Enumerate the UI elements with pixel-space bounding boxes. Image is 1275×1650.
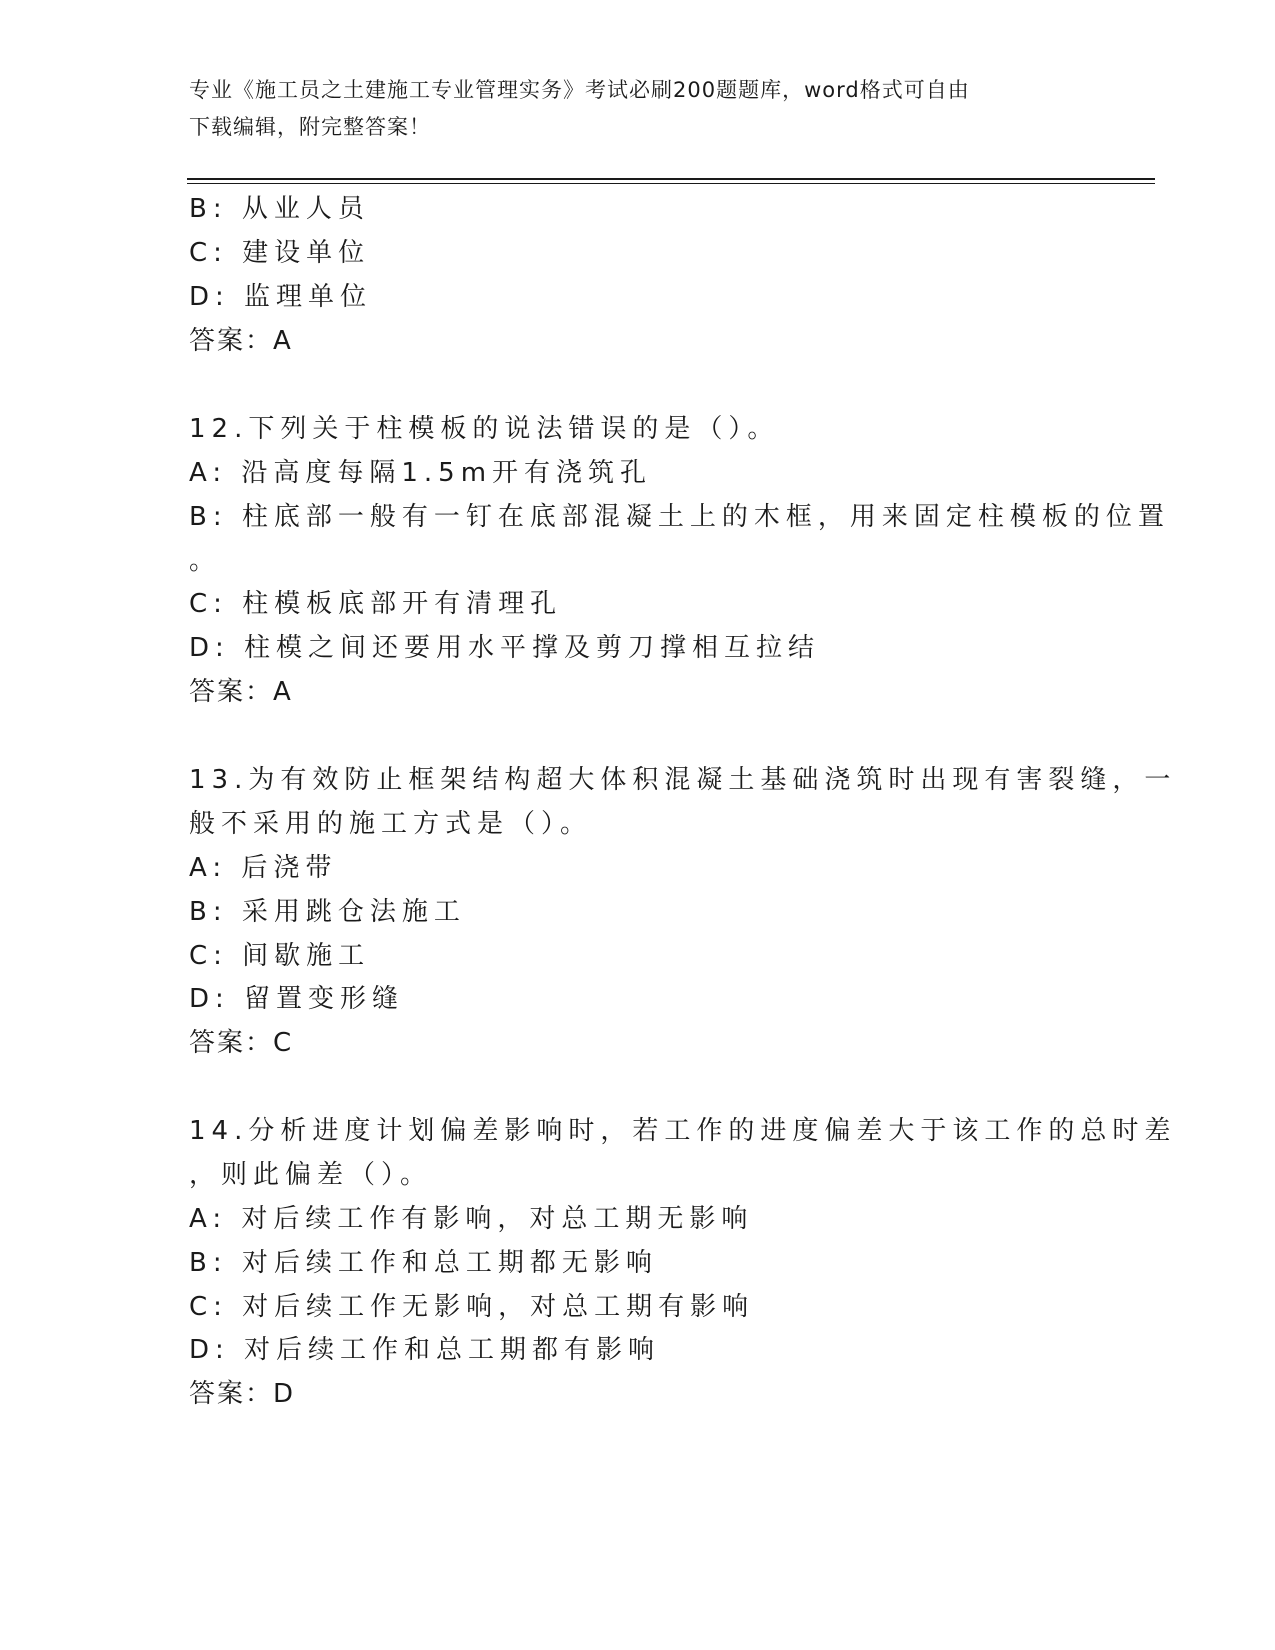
q11-answer: 答案：A [189, 326, 293, 356]
document-header [189, 72, 1069, 146]
q14-option-a: A: 对后续工作有影响，对总工期无影响 [189, 1204, 754, 1234]
q13-stem-line-1: 13.为有效防止框架结构超大体积混凝土基础浇筑时出现有害裂缝，一 [189, 765, 1177, 795]
q13-option-d: D: 留置变形缝 [189, 984, 405, 1014]
q11-option-d: D: 监理单位 [189, 282, 373, 312]
q14-option-b: B: 对后续工作和总工期都无影响 [189, 1248, 658, 1278]
header-line-1: 专业《施工员之土建施工专业管理实务》考试必刷200题题库，word格式可自由 [189, 78, 970, 102]
q12-option-d: D: 柱模之间还要用水平撑及剪刀撑相互拉结 [189, 633, 821, 663]
q12-option-b-line-2: 。 [189, 546, 222, 576]
q14-option-c: C: 对后续工作无影响，对总工期有影响 [189, 1292, 755, 1322]
q12-option-c: C: 柱模板底部开有清理孔 [189, 589, 563, 619]
q13-option-c: C: 间歇施工 [189, 941, 371, 971]
header-divider-thin [187, 183, 1155, 184]
q14-option-d: D: 对后续工作和总工期都有影响 [189, 1335, 661, 1365]
q13-answer: 答案：C [189, 1028, 294, 1058]
q14-answer: 答案：D [189, 1379, 296, 1409]
header-line-2: 下载编辑，附完整答案！ [189, 115, 431, 139]
q13-option-b: B: 采用跳仓法施工 [189, 897, 466, 927]
q12-option-b-line-1: B: 柱底部一般有一钉在底部混凝土上的木框，用来固定柱模板的位置 [189, 502, 1170, 532]
q11-option-b: B: 从业人员 [189, 194, 370, 224]
header-divider-thick [187, 178, 1155, 180]
q12-option-a: A: 沿高度每隔1.5m开有浇筑孔 [189, 458, 653, 488]
q12-stem: 12.下列关于柱模板的说法错误的是（）。 [189, 414, 780, 444]
q13-option-a: A: 后浇带 [189, 853, 338, 883]
q13-stem-line-2: 般不采用的施工方式是（）。 [189, 809, 593, 839]
q14-stem-line-2: ，则此偏差（）。 [189, 1160, 433, 1190]
q14-stem-line-1: 14.分析进度计划偏差影响时，若工作的进度偏差大于该工作的总时差 [189, 1116, 1177, 1146]
q12-answer: 答案：A [189, 677, 293, 707]
q11-option-c: C: 建设单位 [189, 238, 371, 268]
